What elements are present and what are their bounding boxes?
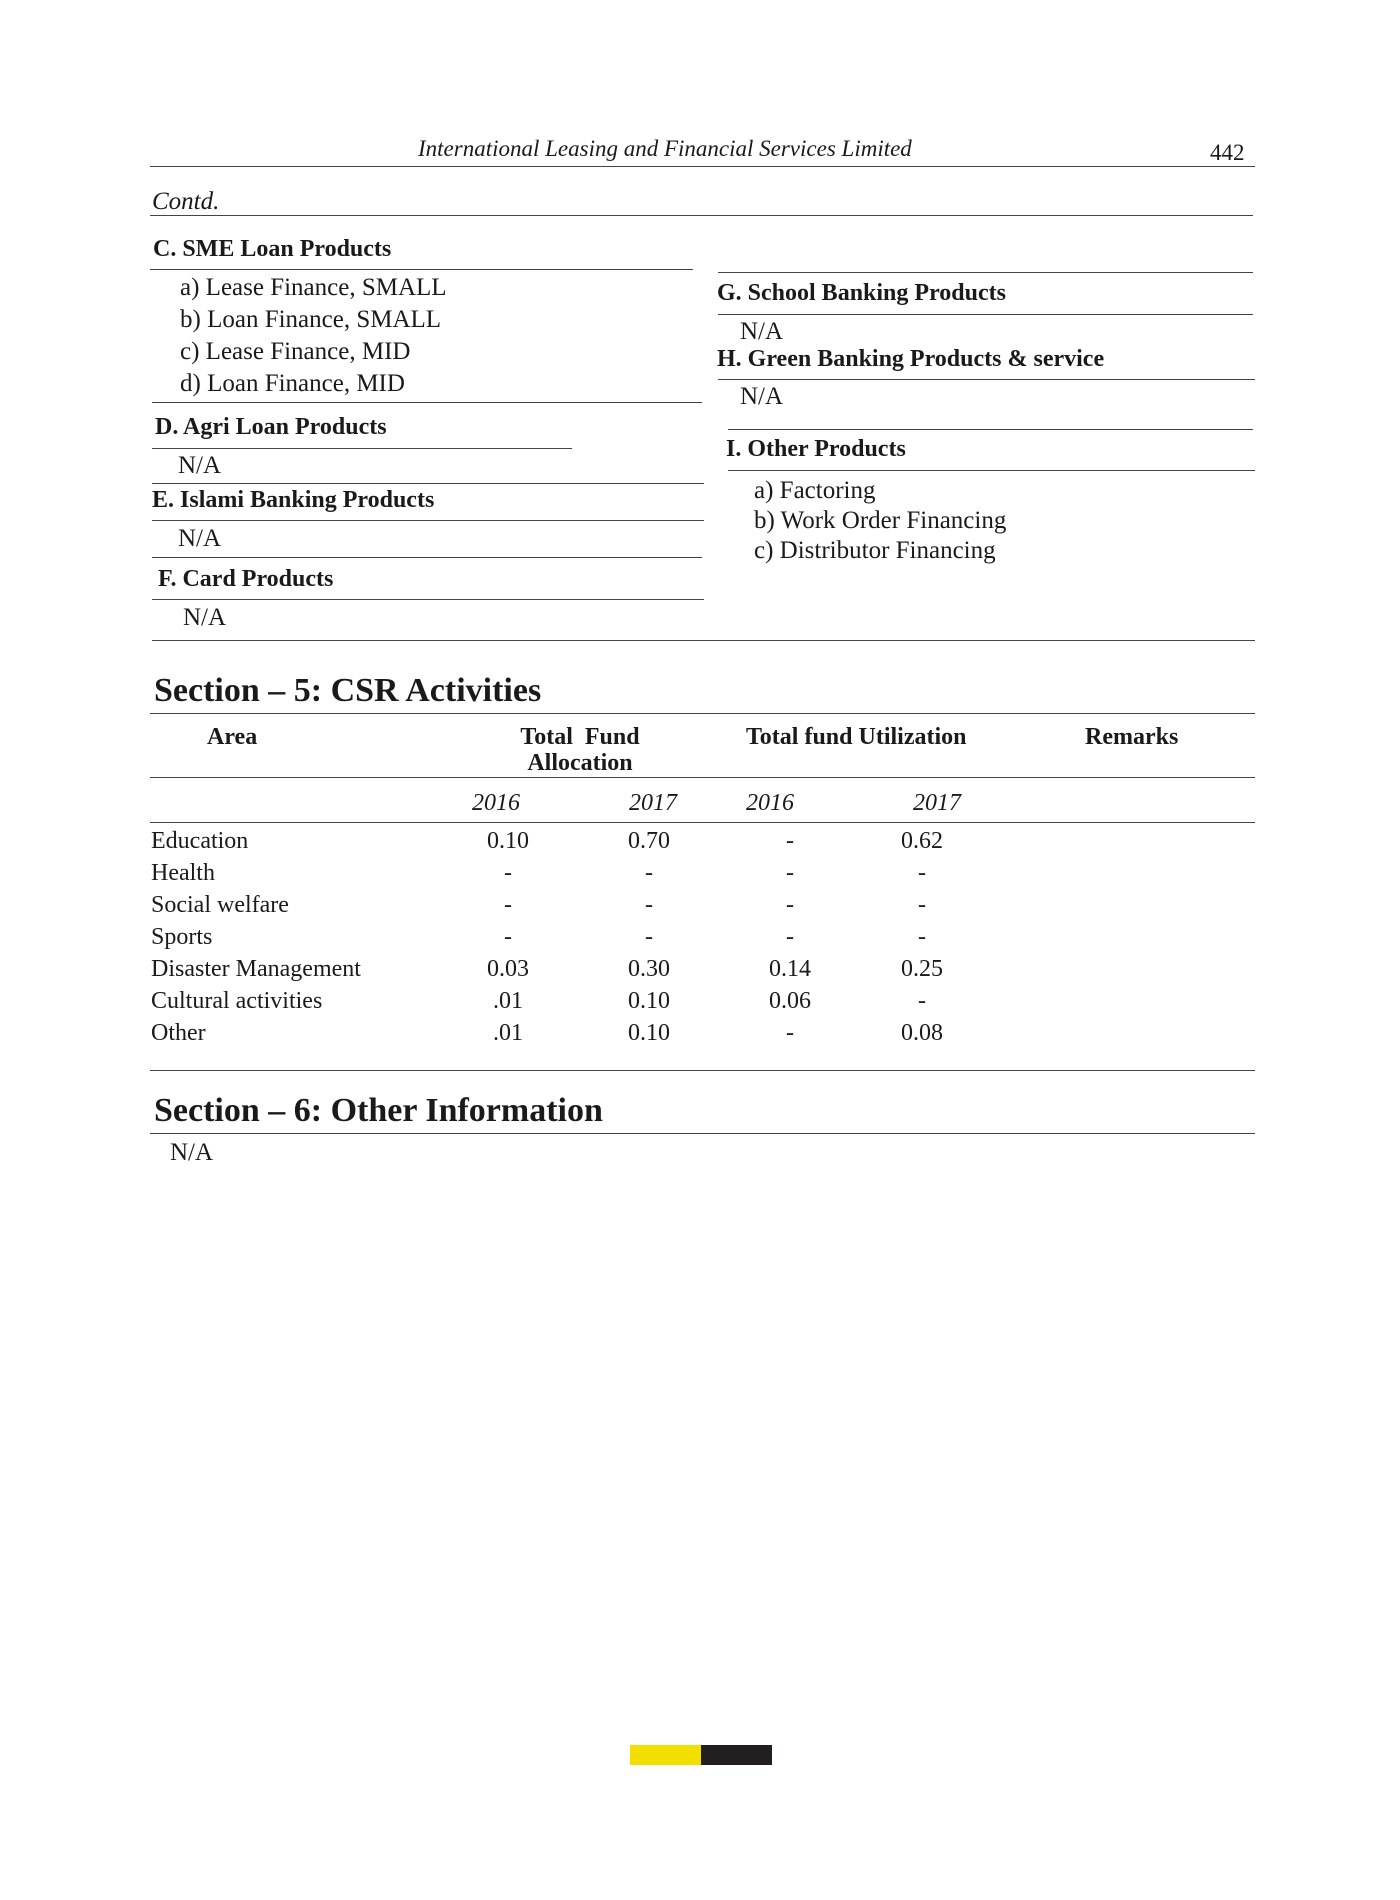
csr-util-2016-cell: - bbox=[786, 924, 794, 950]
other-item: a) Factoring bbox=[754, 477, 876, 504]
islami-rule bbox=[152, 520, 704, 521]
section5-title-rule bbox=[150, 713, 1255, 714]
islami-value: N/A bbox=[178, 525, 222, 552]
sme-item: b) Loan Finance, SMALL bbox=[180, 306, 442, 333]
col-allocation-header bbox=[500, 724, 660, 776]
col-allocation-line2: Allocation bbox=[527, 750, 633, 776]
contd-rule bbox=[150, 215, 1253, 216]
card-value: N/A bbox=[183, 604, 227, 631]
running-header-title: International Leasing and Financial Services Limited bbox=[418, 136, 912, 161]
section6-title: Section – 6: Other Information bbox=[154, 1092, 603, 1129]
contd-label: Contd. bbox=[152, 188, 220, 215]
csr-alloc-2016-cell: .01 bbox=[493, 1020, 523, 1046]
csr-alloc-2017-cell: 0.10 bbox=[628, 1020, 670, 1046]
csr-alloc-2017-cell: - bbox=[645, 860, 653, 886]
card-rule bbox=[152, 599, 704, 600]
other-heading: I. Other Products bbox=[726, 436, 906, 462]
csr-util-2017-cell: - bbox=[918, 892, 926, 918]
footer-yellow-bar bbox=[630, 1745, 701, 1765]
header-mid-rule bbox=[150, 777, 1255, 778]
school-top-rule bbox=[718, 272, 1253, 273]
page-number: 442 bbox=[1210, 140, 1245, 165]
csr-alloc-2017-cell: 0.70 bbox=[628, 828, 670, 854]
csr-area-cell: Sports bbox=[151, 924, 213, 950]
sme-item: c) Lease Finance, MID bbox=[180, 338, 411, 365]
csr-util-2017-cell: 0.08 bbox=[901, 1020, 943, 1046]
sme-heading-rule bbox=[150, 269, 693, 270]
other-rule bbox=[728, 470, 1255, 471]
csr-util-2017-cell: 0.62 bbox=[901, 828, 943, 854]
sme-bottom-rule bbox=[152, 402, 702, 403]
table-bottom-rule bbox=[150, 1070, 1255, 1071]
csr-util-2017-cell: - bbox=[918, 924, 926, 950]
islami-heading: E. Islami Banking Products bbox=[152, 487, 435, 513]
other-item: c) Distributor Financing bbox=[754, 537, 996, 564]
csr-util-2016-cell: - bbox=[786, 892, 794, 918]
csr-util-2016-cell: - bbox=[786, 860, 794, 886]
header-rule bbox=[150, 166, 1255, 167]
csr-area-cell: Other bbox=[151, 1020, 206, 1046]
csr-alloc-2017-cell: 0.10 bbox=[628, 988, 670, 1014]
csr-alloc-2016-cell: - bbox=[504, 892, 512, 918]
year-util-2017: 2017 bbox=[913, 790, 961, 816]
school-value: N/A bbox=[740, 318, 784, 345]
section6-rule bbox=[150, 1133, 1255, 1134]
agri-heading: D. Agri Loan Products bbox=[155, 414, 387, 440]
green-value: N/A bbox=[740, 383, 784, 410]
other-item: b) Work Order Financing bbox=[754, 507, 1007, 534]
years-rule bbox=[150, 822, 1255, 823]
csr-util-2017-cell: - bbox=[918, 988, 926, 1014]
agri-rule bbox=[152, 448, 572, 449]
green-heading: H. Green Banking Products & service bbox=[717, 346, 1105, 372]
csr-util-2016-cell: - bbox=[786, 1020, 794, 1046]
csr-alloc-2017-cell: 0.30 bbox=[628, 956, 670, 982]
csr-alloc-2017-cell: - bbox=[645, 924, 653, 950]
csr-alloc-2016-cell: 0.10 bbox=[487, 828, 529, 854]
school-heading: G. School Banking Products bbox=[717, 280, 1006, 306]
section5-title: Section – 5: CSR Activities bbox=[154, 672, 542, 709]
csr-area-cell: Education bbox=[151, 828, 249, 854]
green-rule bbox=[718, 379, 1255, 380]
csr-alloc-2016-cell: - bbox=[504, 860, 512, 886]
csr-alloc-2016-cell: - bbox=[504, 924, 512, 950]
year-util-2016: 2016 bbox=[746, 790, 794, 816]
csr-area-cell: Health bbox=[151, 860, 215, 886]
section6-value: N/A bbox=[170, 1139, 214, 1166]
sme-heading: C. SME Loan Products bbox=[153, 236, 392, 262]
agri-bottom-rule bbox=[152, 483, 704, 484]
csr-util-2016-cell: - bbox=[786, 828, 794, 854]
islami-bottom-rule bbox=[152, 557, 702, 558]
agri-value: N/A bbox=[178, 452, 222, 479]
year-alloc-2016: 2016 bbox=[472, 790, 520, 816]
csr-area-cell: Social welfare bbox=[151, 892, 289, 918]
csr-util-2017-cell: - bbox=[918, 860, 926, 886]
sme-item: a) Lease Finance, SMALL bbox=[180, 274, 447, 301]
col-utilization-header: Total fund Utilization bbox=[746, 724, 967, 750]
products-bottom-rule bbox=[152, 640, 1255, 641]
school-rule bbox=[718, 314, 1253, 315]
csr-alloc-2016-cell: 0.03 bbox=[487, 956, 529, 982]
col-allocation-line1: Total Fund bbox=[520, 724, 640, 750]
green-bottom-rule bbox=[728, 429, 1253, 430]
year-alloc-2017: 2017 bbox=[629, 790, 677, 816]
csr-alloc-2016-cell: .01 bbox=[493, 988, 523, 1014]
col-remarks-header: Remarks bbox=[1085, 724, 1179, 750]
csr-area-cell: Cultural activities bbox=[151, 988, 323, 1014]
col-area-header: Area bbox=[207, 724, 258, 750]
csr-util-2016-cell: 0.14 bbox=[769, 956, 811, 982]
csr-alloc-2017-cell: - bbox=[645, 892, 653, 918]
sme-item: d) Loan Finance, MID bbox=[180, 370, 405, 397]
csr-util-2017-cell: 0.25 bbox=[901, 956, 943, 982]
csr-area-cell: Disaster Management bbox=[151, 956, 361, 982]
csr-util-2016-cell: 0.06 bbox=[769, 988, 811, 1014]
card-heading: F. Card Products bbox=[158, 566, 334, 592]
footer-black-bar bbox=[701, 1745, 772, 1765]
